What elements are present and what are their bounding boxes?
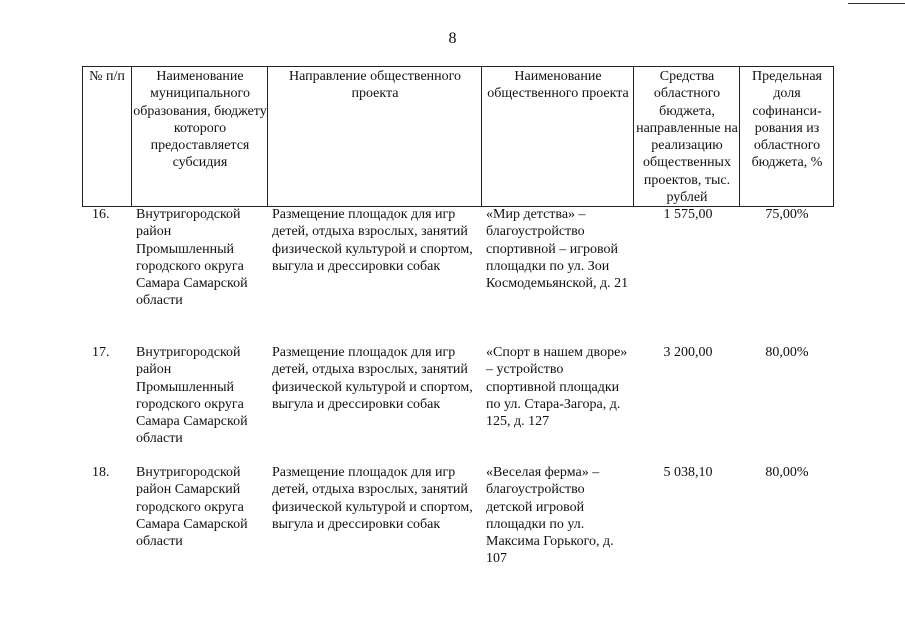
row-project: «Мир детства» – благоустройство спортивной – игровой площадки по ул. Зои Космодемьянской, д. 21: [486, 207, 629, 292]
header-col-funds: Средства областного бюджета, направленные на реализацию общественных проектов, тыс. рублей: [636, 69, 738, 206]
row-project: «Спорт в нашем дворе» – устройство спортивной площадки по ул. Стара-Загора, д. 125, д. 127: [486, 345, 628, 430]
scan-edge-line: [848, 3, 905, 4]
header-divider: [267, 67, 268, 206]
header-col-project: Наименование общественного проекта: [487, 69, 629, 102]
row-number: 18.: [92, 465, 110, 480]
row-funds: 3 200,00: [663, 345, 713, 360]
row-municipality: Внутригородской район Самарский городского округа Самара Самарской области: [136, 465, 248, 550]
row-share: 75,00%: [765, 207, 809, 222]
header-col-direction: Направление общественного проекта: [288, 69, 462, 102]
header-divider: [739, 67, 740, 206]
page-number: 8: [448, 30, 457, 47]
row-number: 17.: [92, 345, 110, 360]
row-direction: Размещение площадок для игр детей, отдыха взрослых, занятий физической культурой и спортом, выгула и дрессировки собак: [272, 207, 473, 274]
row-number: 16.: [92, 207, 110, 222]
header-col-share: Предельная доля софинанси-рования из областного бюджета, %: [751, 69, 823, 171]
header-col-municipality: Наименование муниципального образования, бюджету которого предоставляется субсидия: [133, 69, 267, 171]
row-municipality: Внутригородской район Промышленный городского округа Самара Самарской области: [136, 345, 248, 447]
row-share: 80,00%: [765, 465, 809, 480]
header-divider: [481, 67, 482, 206]
row-funds: 5 038,10: [663, 465, 713, 480]
header-divider: [633, 67, 634, 206]
header-divider: [131, 67, 132, 206]
table-header: [82, 66, 834, 207]
row-municipality: Внутригородской район Промышленный городского округа Самара Самарской области: [136, 207, 248, 309]
row-direction: Размещение площадок для игр детей, отдыха взрослых, занятий физической культурой и спортом, выгула и дрессировки собак: [272, 465, 473, 532]
row-funds: 1 575,00: [663, 207, 713, 222]
header-col-number: № п/п: [89, 69, 125, 84]
row-project: «Веселая ферма» – благоустройство детской игровой площадки по ул. Максима Горького, д. 107: [486, 465, 614, 567]
row-direction: Размещение площадок для игр детей, отдыха взрослых, занятий физической культурой и спортом, выгула и дрессировки собак: [272, 345, 473, 412]
row-share: 80,00%: [765, 345, 809, 360]
